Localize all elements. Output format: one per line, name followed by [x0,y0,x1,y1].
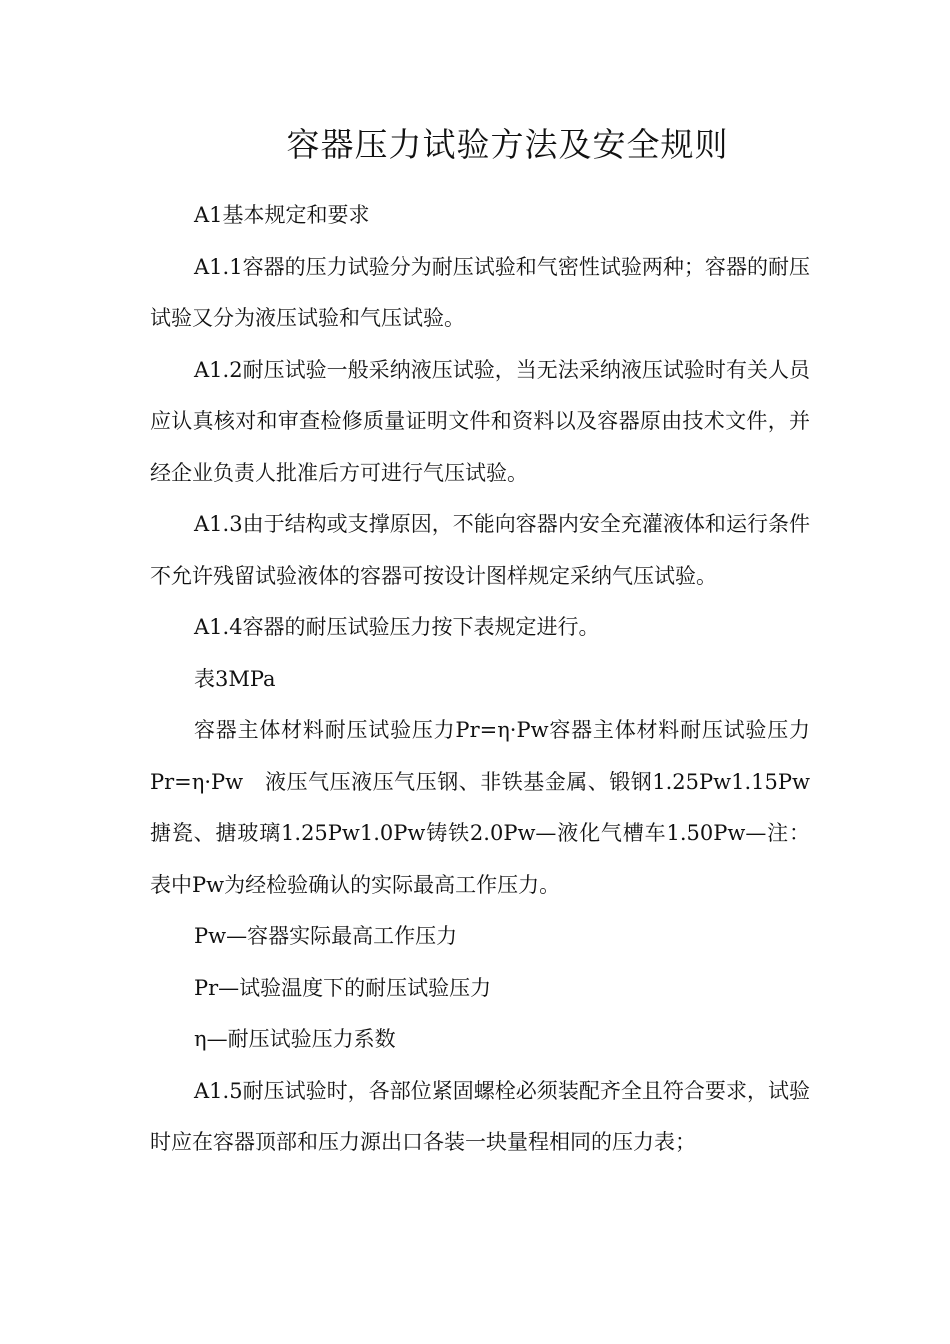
definition-pw: Pw—容器实际最高工作压力 [194,924,458,948]
paragraph-a1-3: A1.3由于结构或支撑原因，不能向容器内安全充灌液体和运行条件不允许残留试验液体的容器可按设计图样规定采纳气压试验。 [150,512,810,588]
paragraph-a1-1: A1.1容器的压力试验分为耐压试验和气密性试验两种；容器的耐压试验又分为液压试验和气压试验。 [150,254,810,330]
paragraph-a1-5: A1.5耐压试验时，各部位紧固螺栓必须装配齐全且符合要求，试验时应在容器顶部和压力源出口各装一块量程相同的压力表； [150,1078,810,1154]
document-title: 容器压力试验方法及安全规则 [286,125,729,164]
table-content-paragraph: 容器主体材料耐压试验压力Pr=η·Pw容器主体材料耐压试验压力Pr=η·Pw 液压气压液压气压钢、非铁基金属、锻钢1.25Pw1.15Pw搪瓷、搪玻璃1.25Pw1.0Pw铸铁2.0Pw—液化气槽车1.50Pw—注：表中Pw为经检验确认的实际最高工作压力。 [150,718,810,897]
paragraph-a1-4: A1.4容器的耐压试验压力按下表规定进行。 [194,615,600,639]
definition-pr: Pr—试验温度下的耐压试验压力 [194,975,492,1000]
paragraph-a1-2: A1.2耐压试验一般采纳液压试验，当无法采纳液压试验时有关人员应认真核对和审查检修质量证明文件和资料以及容器原由技术文件，并经企业负责人批准后方可进行气压试验。 [150,357,810,485]
definition-eta: η—耐压试验压力系数 [194,1027,396,1051]
document-body [150,190,810,1169]
table-caption: 表3MPa [194,666,276,691]
section-heading-a1: A1基本规定和要求 [194,203,370,227]
